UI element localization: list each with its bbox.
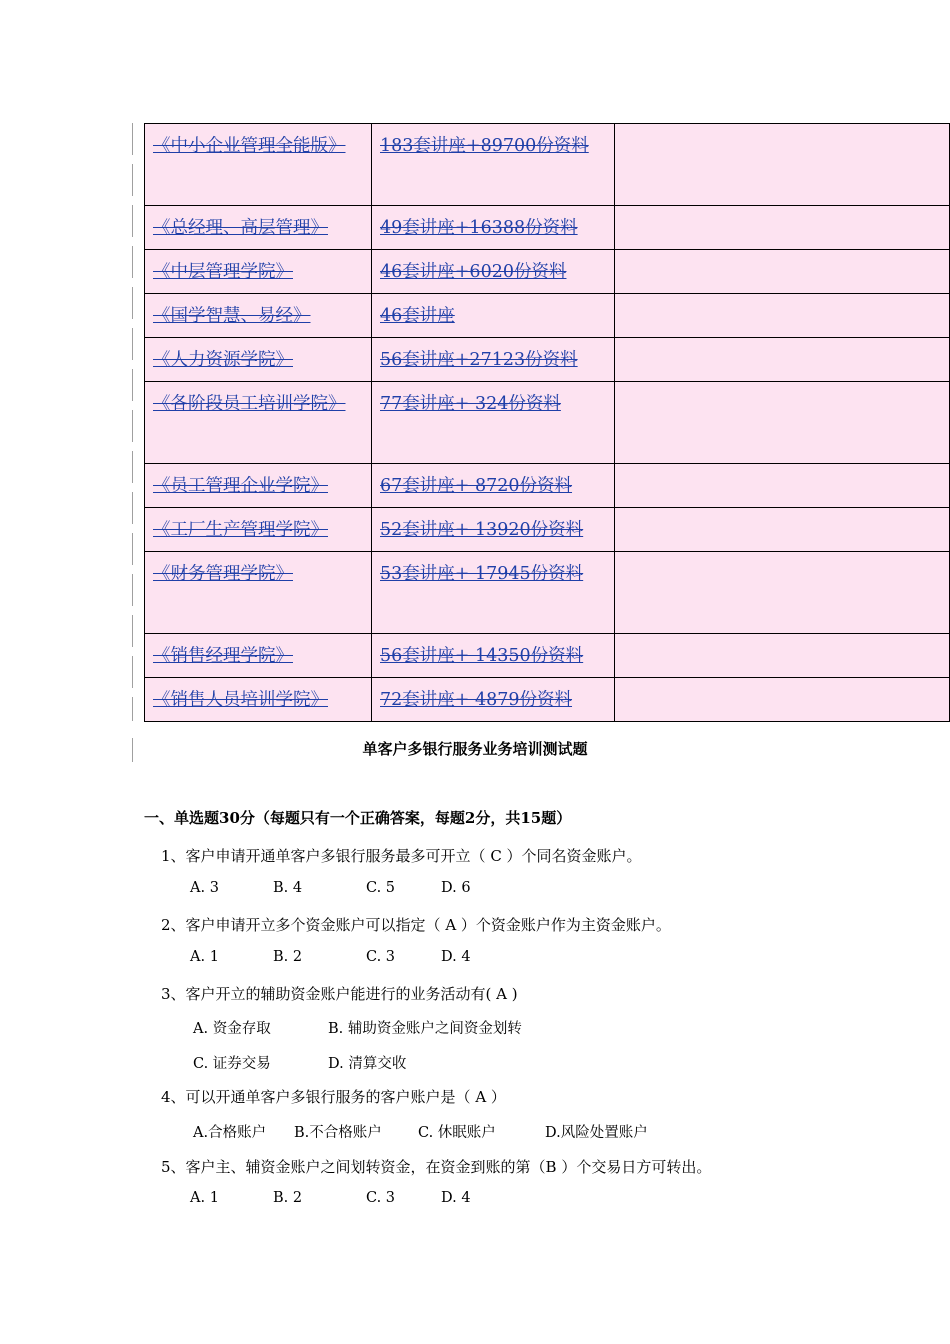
course-link[interactable]: 《人力资源学院》 <box>153 350 293 370</box>
course-link[interactable]: 《各阶段员工培训学院》 <box>153 394 346 414</box>
table-row <box>145 206 950 250</box>
margin-bar <box>132 328 133 360</box>
course-content-link[interactable]: 52套讲座+ 13920份资料 <box>380 520 584 540</box>
course-link[interactable]: 《工厂生产管理学院》 <box>153 520 328 540</box>
option-c: C. 3 <box>366 1190 396 1206</box>
option-d: D. 4 <box>441 1190 471 1206</box>
question-3: 3、客户开立的辅助资金账户能进行的业务活动有( A ) <box>161 985 518 1003</box>
course-link[interactable]: 《员工管理企业学院》 <box>153 476 328 496</box>
course-link[interactable]: 《国学智慧、易经》 <box>153 306 311 326</box>
question-2: 2、客户申请开立多个资金账户可以指定（ A ）个资金账户作为主资金账户。 <box>161 916 671 934</box>
section-heading: 一、单选题30分（每题只有一个正确答案，每题2分，共15题） <box>144 809 572 827</box>
course-note-cell <box>615 634 950 678</box>
margin-bar <box>132 287 133 319</box>
table-row <box>145 678 950 722</box>
option-d: D. 6 <box>441 880 471 896</box>
option-a: A. 3 <box>190 880 219 896</box>
course-content-cell[interactable] <box>372 206 615 250</box>
option-b: B. 2 <box>273 1190 303 1206</box>
course-name-cell[interactable] <box>145 206 372 250</box>
course-content-link[interactable]: 53套讲座+ 17945份资料 <box>380 564 584 584</box>
option-b: B. 4 <box>273 880 303 896</box>
option-d: D. 清算交收 <box>328 1056 407 1072</box>
course-note-cell <box>615 508 950 552</box>
course-catalog-table <box>144 123 950 722</box>
course-content-cell[interactable] <box>372 508 615 552</box>
margin-bar <box>132 123 133 155</box>
option-c: C. 3 <box>366 949 396 965</box>
table-row <box>145 294 950 338</box>
table-row <box>145 338 950 382</box>
course-name-cell[interactable] <box>145 382 372 464</box>
margin-bar <box>132 205 133 237</box>
table-row <box>145 552 950 634</box>
course-note-cell <box>615 552 950 634</box>
course-note-cell <box>615 338 950 382</box>
option-c: C. 5 <box>366 880 396 896</box>
course-name-cell[interactable] <box>145 678 372 722</box>
course-note-cell <box>615 124 950 206</box>
option-b: B. 2 <box>273 949 303 965</box>
margin-bar <box>132 533 133 565</box>
course-name-cell[interactable] <box>145 508 372 552</box>
course-content-link[interactable]: 46套讲座 <box>380 306 455 326</box>
exam-title: 单客户多银行服务业务培训测试题 <box>362 740 588 758</box>
option-a: A. 1 <box>190 949 219 965</box>
course-link[interactable]: 《中层管理学院》 <box>153 262 293 282</box>
table-row <box>145 634 950 678</box>
option-a: A. 1 <box>190 1190 219 1206</box>
course-content-link[interactable]: 56套讲座+27123份资料 <box>380 350 578 370</box>
course-link[interactable]: 《销售经理学院》 <box>153 646 293 666</box>
course-content-link[interactable]: 67套讲座+ 8720份资料 <box>380 476 573 496</box>
option-c: C. 休眠账户 <box>418 1125 496 1141</box>
course-name-cell[interactable] <box>145 338 372 382</box>
question-5: 5、客户主、辅资金账户之间划转资金，在资金到账的第（B ）个交易日方可转出。 <box>161 1158 712 1176</box>
course-note-cell <box>615 464 950 508</box>
table-row <box>145 508 950 552</box>
margin-bar <box>132 369 133 401</box>
course-link[interactable]: 《销售人员培训学院》 <box>153 690 328 710</box>
course-content-cell[interactable] <box>372 552 615 634</box>
margin-bar <box>132 451 133 483</box>
option-b: B. 辅助资金账户之间资金划转 <box>328 1021 522 1037</box>
course-content-cell[interactable] <box>372 634 615 678</box>
table-row <box>145 124 950 206</box>
course-name-cell[interactable] <box>145 552 372 634</box>
course-content-cell[interactable] <box>372 382 615 464</box>
course-name-cell[interactable] <box>145 464 372 508</box>
option-c: C. 证券交易 <box>193 1056 271 1072</box>
margin-bar <box>132 410 133 442</box>
option-d: D.风险处置账户 <box>545 1125 648 1141</box>
course-content-cell[interactable] <box>372 124 615 206</box>
course-content-link[interactable]: 49套讲座+16388份资料 <box>380 218 578 238</box>
table-row <box>145 464 950 508</box>
course-content-link[interactable]: 46套讲座+6020份资料 <box>380 262 567 282</box>
course-link[interactable]: 《中小企业管理全能版》 <box>153 136 346 156</box>
option-d: D. 4 <box>441 949 471 965</box>
table-row <box>145 250 950 294</box>
course-content-link[interactable]: 77套讲座+ 324份资料 <box>380 394 561 414</box>
margin-bar <box>132 697 133 721</box>
course-link[interactable]: 《总经理、高层管理》 <box>153 218 328 238</box>
course-content-link[interactable]: 72套讲座+ 4879份资料 <box>380 690 573 710</box>
course-content-cell[interactable] <box>372 338 615 382</box>
course-content-cell[interactable] <box>372 464 615 508</box>
course-name-cell[interactable] <box>145 634 372 678</box>
course-content-cell[interactable] <box>372 294 615 338</box>
course-content-link[interactable]: 56套讲座+ 14350份资料 <box>380 646 584 666</box>
course-name-cell[interactable] <box>145 294 372 338</box>
course-note-cell <box>615 678 950 722</box>
course-content-link[interactable]: 183套讲座+89700份资料 <box>380 136 589 156</box>
margin-bar <box>132 656 133 688</box>
option-a: A. 资金存取 <box>193 1021 271 1037</box>
margin-bar <box>132 574 133 606</box>
course-note-cell <box>615 382 950 464</box>
margin-bar <box>132 246 133 278</box>
question-4: 4、可以开通单客户多银行服务的客户账户是（ A ） <box>161 1088 506 1106</box>
question-1: 1、客户申请开通单客户多银行服务最多可开立（ C ）个同名资金账户。 <box>161 847 642 865</box>
option-b: B.不合格账户 <box>294 1125 382 1141</box>
course-name-cell[interactable] <box>145 250 372 294</box>
margin-bar <box>132 492 133 524</box>
course-note-cell <box>615 206 950 250</box>
margin-bar <box>132 164 133 196</box>
course-content-cell[interactable] <box>372 250 615 294</box>
course-link[interactable]: 《财务管理学院》 <box>153 564 293 584</box>
option-a: A.合格账户 <box>193 1125 267 1141</box>
course-note-cell <box>615 294 950 338</box>
margin-bar <box>132 615 133 647</box>
course-name-cell[interactable] <box>145 124 372 206</box>
course-content-cell[interactable] <box>372 678 615 722</box>
table-row <box>145 382 950 464</box>
course-note-cell <box>615 250 950 294</box>
